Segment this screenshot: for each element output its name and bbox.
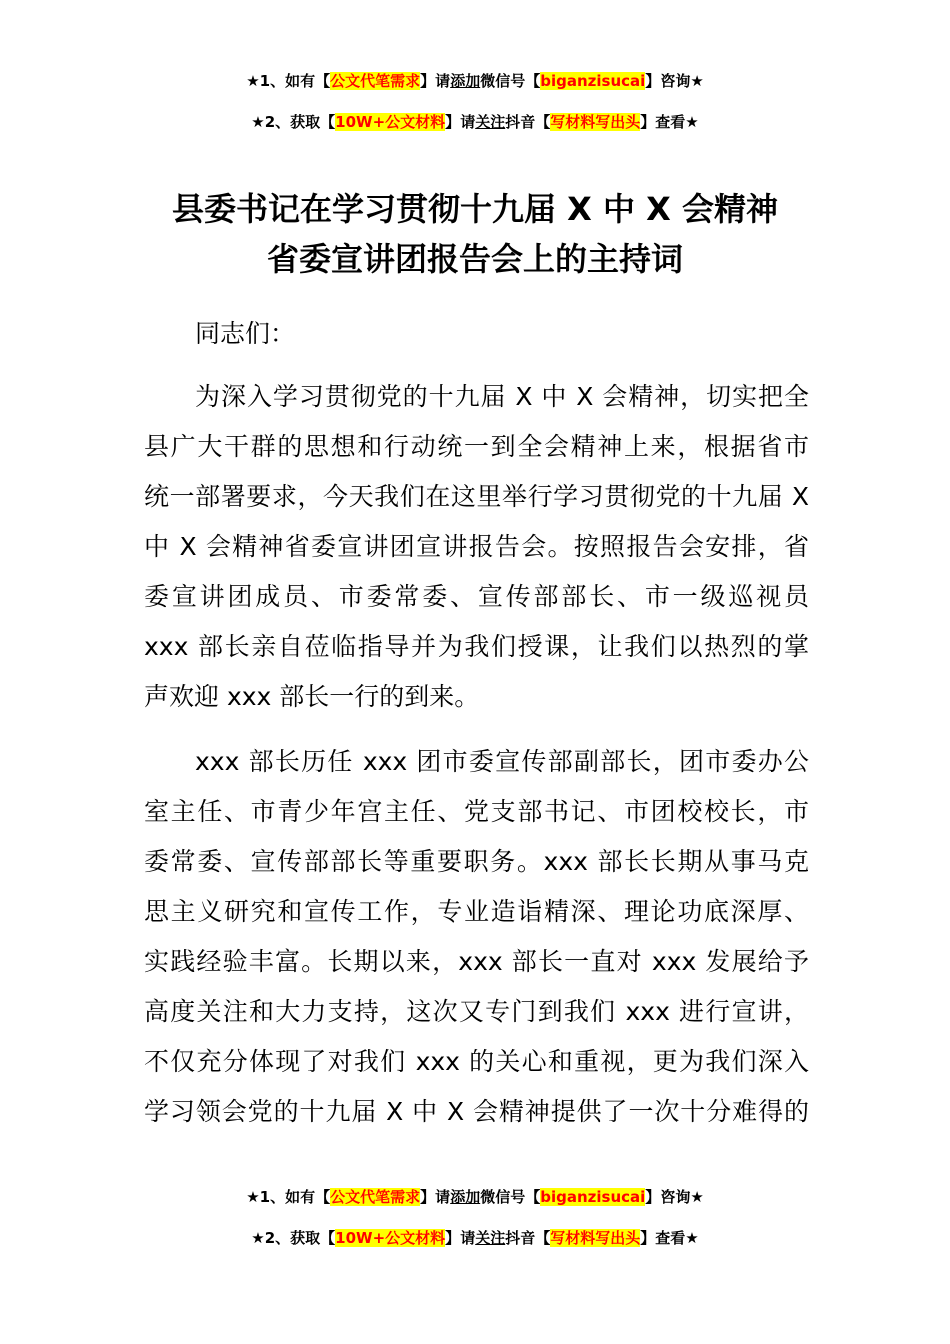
paragraph-line: 不仅充分体现了对我们 xxx 的关心和重视，更为我们深入 (144, 1047, 809, 1076)
banner-text: 请 (460, 113, 476, 131)
paragraph-line: 学习领会党的十九届 X 中 X 会精神提供了一次十分难得的 (144, 1097, 809, 1126)
banner-highlight-douyin: 写材料写出头 (550, 1229, 641, 1247)
banner-bracket: 】 (445, 1229, 461, 1247)
banner-text: 请 (435, 72, 451, 90)
paragraph-line: xxx 部长亲自莅临指导并为我们授课，让我们以热烈的掌 (144, 632, 809, 661)
banner-highlight-materials: 10W+公文材料 (335, 1229, 446, 1247)
banner-prefix: ★2、获取 (251, 1229, 321, 1247)
paragraph-2 (144, 737, 809, 1137)
banner-suffix: 查看★ (655, 113, 699, 131)
footer-banner-line2 (0, 1227, 950, 1249)
paragraph-line: 委宣讲团成员、市委常委、宣传部部长、市一级巡视员 (144, 582, 809, 611)
banner-prefix: ★2、获取 (251, 113, 321, 131)
banner-text: 抖音 (505, 113, 536, 131)
banner-bracket: 】 (420, 72, 436, 90)
banner-highlight-douyin: 写材料写出头 (550, 113, 641, 131)
banner-highlight-wechat-id: biganzisucai (540, 72, 646, 90)
paragraph-line: 中 X 会精神省委宣讲团宣讲报告会。按照报告会安排，省 (144, 532, 809, 561)
paragraph-line: 高度关注和大力支持，这次又专门到我们 xxx 进行宣讲， (144, 997, 809, 1026)
banner-text: 微信号 (480, 1188, 526, 1206)
paragraph-line: xxx 部长历任 xxx 团市委宣传部副部长，团市委办公 (195, 747, 809, 776)
banner-bracket: 】 (420, 1188, 436, 1206)
paragraph-line: 委常委、宣传部部长等重要职务。xxx 部长长期从事马克 (144, 847, 809, 876)
banner-bracket: 【 (535, 113, 551, 131)
banner-bracket: 】 (640, 113, 656, 131)
banner-underline: 关注 (475, 1229, 506, 1247)
banner-bracket: 【 (315, 72, 331, 90)
banner-bracket: 】 (645, 1188, 661, 1206)
banner-bracket: 】 (445, 113, 461, 131)
header-banner-line1 (0, 70, 950, 92)
greeting: 同志们： (195, 319, 296, 348)
paragraph-line: 室主任、市青少年宫主任、党支部书记、市团校校长，市 (144, 797, 809, 826)
paragraph-1 (144, 372, 809, 722)
banner-highlight-wechat-id: biganzisucai (540, 1188, 646, 1206)
banner-bracket: 【 (315, 1188, 331, 1206)
banner-underline: 添加 (450, 72, 481, 90)
banner-suffix: 查看★ (655, 1229, 699, 1247)
banner-underline: 关注 (475, 113, 506, 131)
document-title-line1: 县委书记在学习贯彻十九届 X 中 X 会精神 (172, 190, 778, 228)
document-title-line2: 省委宣讲团报告会上的主持词 (266, 240, 683, 278)
banner-suffix: 咨询★ (660, 1188, 704, 1206)
banner-bracket: 【 (535, 1229, 551, 1247)
banner-underline: 添加 (450, 1188, 481, 1206)
banner-bracket: 【 (320, 113, 336, 131)
banner-highlight-service: 公文代笔需求 (330, 1188, 421, 1206)
banner-bracket: 】 (645, 72, 661, 90)
banner-text: 抖音 (505, 1229, 536, 1247)
paragraph-line: 思主义研究和宣传工作，专业造诣精深、理论功底深厚、 (144, 897, 809, 926)
footer-banner-line1 (0, 1186, 950, 1208)
paragraph-line: 实践经验丰富。长期以来，xxx 部长一直对 xxx 发展给予 (144, 947, 809, 976)
banner-highlight-materials: 10W+公文材料 (335, 113, 446, 131)
banner-text: 微信号 (480, 72, 526, 90)
header-banner-line2 (0, 111, 950, 133)
banner-bracket: 】 (640, 1229, 656, 1247)
paragraph-line: 县广大干群的思想和行动统一到全会精神上来，根据省市 (144, 432, 809, 461)
banner-prefix: ★1、如有 (246, 1188, 316, 1206)
banner-bracket: 【 (320, 1229, 336, 1247)
paragraph-line: 统一部署要求，今天我们在这里举行学习贯彻党的十九届 X (144, 482, 809, 511)
paragraph-line: 声欢迎 xxx 部长一行的到来。 (144, 682, 480, 711)
banner-bracket: 【 (525, 1188, 541, 1206)
banner-prefix: ★1、如有 (246, 72, 316, 90)
paragraph-line: 为深入学习贯彻党的十九届 X 中 X 会精神，切实把全 (195, 382, 809, 411)
banner-suffix: 咨询★ (660, 72, 704, 90)
banner-highlight-service: 公文代笔需求 (330, 72, 421, 90)
banner-text: 请 (460, 1229, 476, 1247)
banner-bracket: 【 (525, 72, 541, 90)
banner-text: 请 (435, 1188, 451, 1206)
